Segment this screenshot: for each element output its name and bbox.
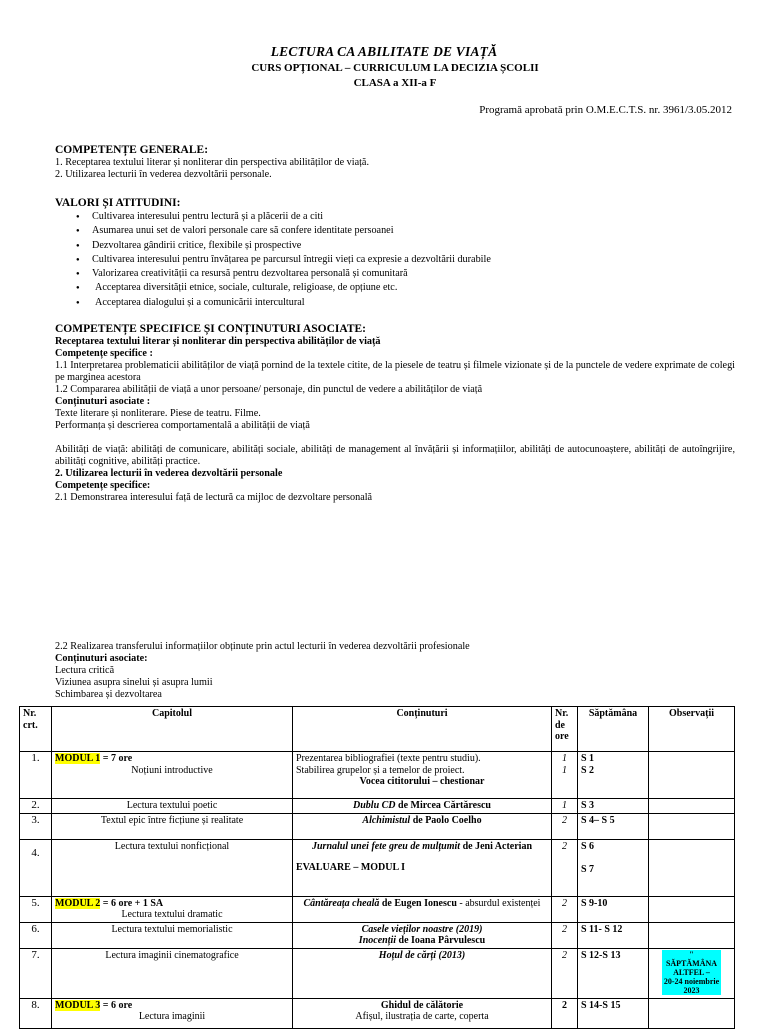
row-contents bbox=[293, 752, 552, 799]
table-header-row bbox=[20, 707, 735, 752]
header-week: Săptămâna bbox=[578, 707, 649, 752]
header-observations: Observații bbox=[649, 707, 735, 752]
contents-line: Viziunea asupra sinelui și asupra lumii bbox=[55, 677, 213, 688]
row-number: 2. bbox=[20, 799, 52, 814]
row-contents bbox=[293, 922, 552, 948]
row-week bbox=[578, 752, 649, 799]
approval-note: Programă aprobată prin O.M.E.C.T.S. nr. 3961/3.05.2012 bbox=[479, 104, 732, 116]
competences-label-2: Competențe specifice: bbox=[55, 480, 151, 491]
highlight-quote: " bbox=[689, 949, 694, 959]
highlight-line: 20-24 noiembrie bbox=[663, 976, 720, 986]
module-hours: = 7 ore bbox=[100, 753, 133, 764]
header-nr: Nr. crt. bbox=[20, 707, 52, 752]
list-item: ● Dezvoltarea gândirii critice, flexibile și prospective bbox=[55, 239, 735, 253]
row-hours bbox=[552, 752, 578, 799]
general-competences bbox=[55, 143, 735, 181]
row-week: S 9-10 bbox=[578, 896, 649, 922]
specific-subheading-2: 2. Utilizarea lecturii în vederea dezvoltării personale bbox=[55, 468, 283, 479]
row-number: 5. bbox=[20, 896, 52, 922]
row-contents bbox=[293, 896, 552, 922]
specific-competences bbox=[55, 322, 735, 504]
contents-line: Afișul, ilustrația de carte, coperta bbox=[355, 1011, 489, 1022]
row-chapter bbox=[52, 896, 293, 922]
module-badge: MODUL 2 bbox=[55, 897, 101, 909]
row-number: 1. bbox=[20, 752, 52, 799]
week-value: S 7 bbox=[581, 864, 595, 875]
contents-label-2: Conținuturi asociate: bbox=[55, 653, 148, 664]
row-observations bbox=[649, 752, 735, 799]
work-author: de Ioana Pârvulescu bbox=[396, 935, 486, 946]
evaluation-label: EVALUARE – MODUL I bbox=[296, 862, 405, 873]
contents-line: Texte literare și nonliterare. Piese de teatru. Filme. bbox=[55, 408, 261, 419]
row-number: 3. bbox=[20, 813, 52, 839]
module-badge: MODUL 3 bbox=[55, 999, 101, 1011]
competence-2-1: 2.1 Demonstrarea interesului față de lectură ca mijloc de dezvoltare personală bbox=[55, 492, 373, 503]
row-number: 4. bbox=[20, 839, 52, 896]
contents-line: Lectura critică bbox=[55, 665, 115, 676]
row-observations bbox=[649, 896, 735, 922]
row-chapter: Lectura imaginii cinematografice bbox=[52, 948, 293, 998]
table-row bbox=[20, 813, 735, 839]
competence-1-1: 1.1 Interpretarea problematicii abilităților de viață pornind de la textele citite, de la piesele de teatru și filmele vizionate și de la punctele de vedere exprimate de colegi pe marginea acestora bbox=[55, 360, 735, 383]
module-hours: = 6 ore + 1 SA bbox=[100, 897, 164, 909]
work-title: Dublu CD bbox=[353, 800, 396, 811]
row-week: S 4– S 5 bbox=[578, 813, 649, 839]
competences-label: Competențe specifice : bbox=[55, 348, 153, 359]
row-contents bbox=[293, 799, 552, 814]
list-item: ● Acceptarea diversității etnice, sociale, culturale, religioase, de opțiune etc. bbox=[55, 281, 735, 295]
work-author: de Jeni Acterian bbox=[460, 840, 533, 852]
row-week bbox=[578, 839, 649, 896]
specific-competences-continued bbox=[55, 641, 735, 701]
work-title: Inocenții bbox=[358, 935, 397, 946]
document-title: LECTURA CA ABILITATE DE VIAȚĂ bbox=[270, 44, 498, 59]
highlight-line: 2023 bbox=[683, 985, 700, 995]
work-note: - absurdul existenței bbox=[456, 897, 541, 909]
table-row bbox=[20, 752, 735, 799]
row-hours: 2 bbox=[552, 922, 578, 948]
row-contents: Hoțul de cărți (2013) bbox=[293, 948, 552, 998]
row-chapter: Textul epic între ficțiune și realitate bbox=[52, 813, 293, 839]
table-row bbox=[20, 799, 735, 814]
hours-value: 1 bbox=[562, 753, 567, 764]
highlight-line: ALTFEL – bbox=[673, 967, 710, 977]
row-chapter: Lectura textului poetic bbox=[52, 799, 293, 814]
list-item: ● Cultivarea interesului pentru lectură și a plăcerii de a citi bbox=[55, 210, 735, 224]
values-list bbox=[55, 210, 735, 310]
document-subtitle: CURS OPȚIONAL – CURRICULUM LA DECIZIA ȘCOLII bbox=[251, 62, 539, 74]
module-hours: = 6 ore bbox=[100, 999, 133, 1011]
module-badge: MODUL 1 bbox=[55, 753, 101, 764]
work-title: Alchimistul bbox=[362, 814, 411, 826]
general-heading: COMPETENȚE GENERALE: bbox=[55, 144, 209, 156]
row-hours: 2 bbox=[552, 839, 578, 896]
row-contents bbox=[293, 839, 552, 896]
row-number: 6. bbox=[20, 922, 52, 948]
row-week: S 3 bbox=[578, 799, 649, 814]
header-contents: Conținuturi bbox=[293, 707, 552, 752]
header-hours: Nr. de ore bbox=[552, 707, 578, 752]
work-title: Casele vieților noastre (2019) bbox=[361, 923, 483, 935]
schedule-table bbox=[19, 706, 735, 1029]
week-value: S 2 bbox=[581, 764, 595, 776]
row-observations bbox=[649, 839, 735, 896]
contents-line: Prezentarea bibliografiei (texte pentru studiu). bbox=[296, 753, 481, 764]
chapter-name: Lectura imaginii bbox=[138, 1011, 206, 1022]
specific-subheading-1: Receptarea textului literar și nonliterar din perspectiva abilităților de viață bbox=[55, 336, 381, 347]
row-week: S 11- S 12 bbox=[578, 922, 649, 948]
row-chapter bbox=[52, 752, 293, 799]
competence-1-2: 1.2 Compararea abilității de viață a unor persoane/ personaje, din punctul de vedere a abilităților de viață bbox=[55, 384, 483, 395]
list-item: ● Acceptarea dialogului și a comunicării intercultural bbox=[55, 296, 735, 310]
row-number: 7. bbox=[20, 948, 52, 998]
week-altfel-highlight bbox=[662, 950, 721, 995]
specific-heading: COMPETENȚE SPECIFICE ȘI CONȚINUTURI ASOCIATE: bbox=[55, 323, 366, 335]
contents-label: Conținuturi asociate : bbox=[55, 396, 151, 407]
general-item: 1. Receptarea textului literar și nonliterar din perspectiva abilităților de viață. bbox=[55, 157, 369, 168]
table-row bbox=[20, 922, 735, 948]
table-row bbox=[20, 839, 735, 896]
row-hours: 1 bbox=[552, 799, 578, 814]
row-observations bbox=[649, 948, 735, 998]
row-chapter: Lectura textului memorialistic bbox=[52, 922, 293, 948]
contents-line: Performanța și descrierea comportamentală a abilității de viață bbox=[55, 420, 310, 431]
row-number: 8. bbox=[20, 998, 52, 1028]
contents-line: Stabilirea grupelor și a temelor de proiect. bbox=[296, 764, 465, 776]
general-item: 2. Utilizarea lecturii în vederea dezvoltării personale. bbox=[55, 169, 272, 180]
row-observations bbox=[649, 922, 735, 948]
hours-value: 1 bbox=[562, 764, 567, 776]
header-chapter: Capitolul bbox=[52, 707, 293, 752]
contents-line: Ghidul de călătorie bbox=[380, 999, 464, 1011]
work-author: de Mircea Cărtărescu bbox=[395, 800, 491, 811]
list-item: ● Asumarea unui set de valori personale care să confere identitate persoanei bbox=[55, 224, 735, 238]
week-value: S 6 bbox=[581, 840, 595, 852]
row-week: S 12-S 13 bbox=[578, 948, 649, 998]
row-hours: 2 bbox=[552, 896, 578, 922]
list-item: ● Cultivarea interesului pentru învățarea pe parcursul întregii vieți ca expresie a dezvoltării durabile bbox=[55, 253, 735, 267]
row-observations bbox=[649, 813, 735, 839]
contents-line: Vocea cititorului – chestionar bbox=[359, 776, 485, 787]
contents-line: Schimbarea și dezvoltarea bbox=[55, 689, 162, 700]
competence-2-2: 2.2 Realizarea transferului informațiilor obținute prin actul lecturii în vederea dezvoltării profesionale bbox=[55, 641, 470, 652]
highlight-line: SĂPTĂMÂNA bbox=[665, 958, 718, 968]
week-value: S 1 bbox=[581, 753, 595, 764]
life-skills-paragraph: Abilități de viață: abilități de comunicare, abilități sociale, abilități de management al învățării și informațiilor, abilități de autocunoaștere, abilități de autoîngrijire, abilități cognitive, abilități practice. bbox=[55, 444, 735, 467]
list-item: ● Valorizarea creativității ca resursă pentru dezvoltarea personală și comunitară bbox=[55, 267, 735, 281]
work-author: de Paolo Coelho bbox=[410, 814, 482, 826]
row-hours: 2 bbox=[552, 948, 578, 998]
values-section bbox=[55, 196, 735, 310]
document-class: CLASA a XII-a F bbox=[353, 77, 437, 89]
work-title: Jurnalul unei fete greu de mulțumit bbox=[311, 840, 461, 852]
chapter-name: Lectura textului dramatic bbox=[121, 909, 223, 920]
row-hours: 2 bbox=[552, 813, 578, 839]
work-author: de Eugen Ionescu bbox=[379, 897, 457, 909]
row-contents bbox=[293, 813, 552, 839]
chapter-name: Noțiuni introductive bbox=[131, 764, 213, 776]
row-week: S 14-S 15 bbox=[578, 998, 649, 1028]
row-chapter: Lectura textului nonficțional bbox=[52, 839, 293, 896]
row-hours: 2 bbox=[552, 998, 578, 1028]
work-title: Cântăreața cheală bbox=[303, 897, 380, 909]
table-row bbox=[20, 896, 735, 922]
values-heading: VALORI ȘI ATITUDINI: bbox=[55, 197, 181, 209]
table-row bbox=[20, 948, 735, 998]
row-observations bbox=[649, 799, 735, 814]
